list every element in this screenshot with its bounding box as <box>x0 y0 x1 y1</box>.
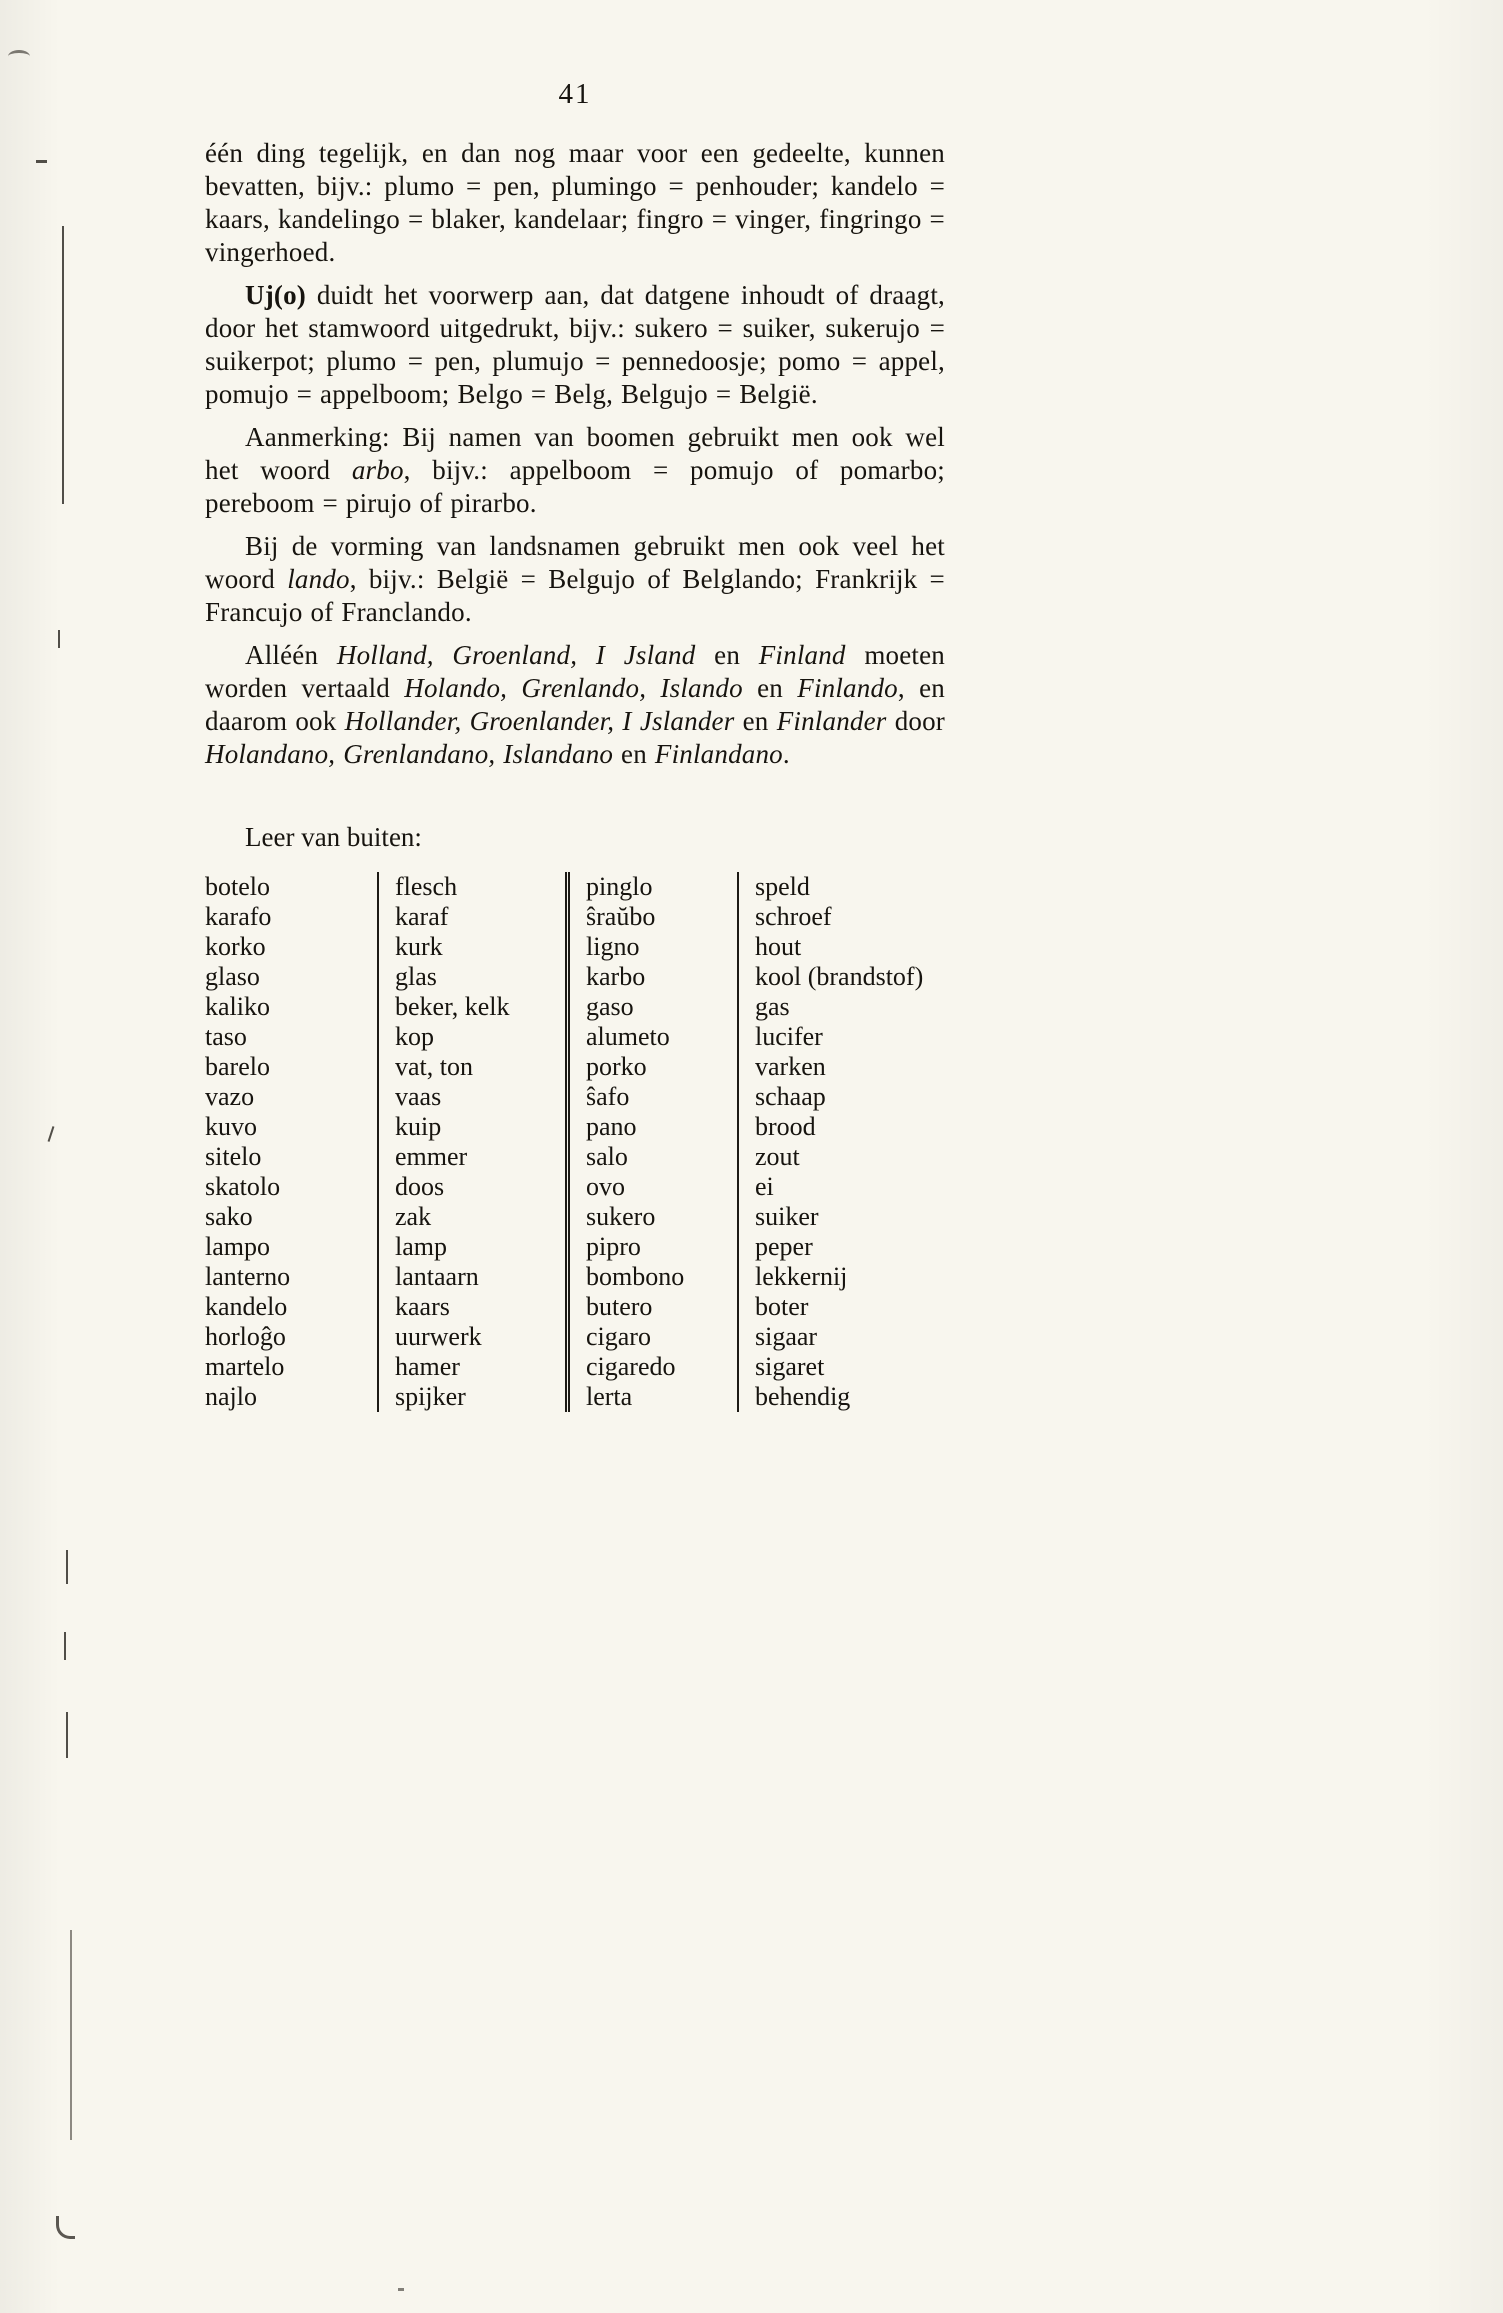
text-segment: door <box>886 706 945 736</box>
text-segment: en <box>734 706 777 736</box>
table-cell: pano <box>565 1112 737 1142</box>
text-segment: Finlander <box>776 706 887 736</box>
table-cell: kurk <box>377 932 565 962</box>
table-cell: lanterno <box>205 1262 291 1291</box>
text-segment: Alléén <box>245 640 337 670</box>
text-segment: Hollander, Groenlander, I Jslander <box>344 706 735 736</box>
text-segment: Finlando <box>797 673 898 703</box>
table-row <box>205 1352 945 1382</box>
table-cell: lamp <box>377 1232 565 1262</box>
scan-artifact <box>58 630 60 648</box>
table-cell: gaso <box>565 992 737 1022</box>
text-segment: arbo <box>351 455 404 485</box>
text-segment: . <box>782 739 790 769</box>
table-cell: speld <box>737 872 945 902</box>
table-cell: sako <box>205 1202 253 1231</box>
table-cell: sukero <box>565 1202 737 1232</box>
table-cell: ei <box>737 1172 945 1202</box>
table-cell: skatolo <box>205 1172 281 1201</box>
table-cell: schroef <box>737 902 945 932</box>
table-row <box>205 1292 945 1322</box>
table-cell: vazo <box>205 1082 255 1111</box>
table-cell: cigaredo <box>565 1352 737 1382</box>
table-cell: zak <box>377 1202 565 1232</box>
text-segment: , bijv.: België = Belgujo of Belglando; Frankrijk = Francujo of Franclando. <box>205 564 945 627</box>
table-row <box>205 872 945 902</box>
table-cell: glas <box>377 962 565 992</box>
table-cell: kandelo <box>205 1292 288 1321</box>
text-segment: Aanmerking: Bij namen van boomen gebruikt men ook wel het woord <box>205 422 945 485</box>
vocab-table <box>205 872 945 1412</box>
table-cell: barelo <box>205 1052 270 1081</box>
table-row <box>205 932 945 962</box>
table-cell: kool (brandstof) <box>737 962 945 992</box>
scan-artifact <box>64 1632 66 1660</box>
table-cell: pipro <box>565 1232 737 1262</box>
text-segment: Finland <box>758 640 846 670</box>
scan-artifact <box>48 1126 55 1142</box>
table-cell: karbo <box>565 962 737 992</box>
table-cell: horloĝo <box>205 1322 286 1351</box>
table-cell: kaliko <box>205 992 270 1021</box>
text-segment: moeten worden vertaald <box>205 640 945 703</box>
table-cell: lucifer <box>737 1022 945 1052</box>
table-cell: salo <box>565 1142 737 1172</box>
scan-artifact <box>66 1712 68 1758</box>
table-cell: ŝafo <box>565 1082 737 1112</box>
page-number: 41 <box>558 78 592 110</box>
table-row <box>205 1382 945 1412</box>
table-cell: alumeto <box>565 1022 737 1052</box>
scan-artifact <box>56 2216 75 2239</box>
table-row <box>205 1052 945 1082</box>
text-segment: Holland, Groenland, I Jsland <box>336 640 696 670</box>
text-segment: duidt het voorwerp aan, dat datgene inhoudt of draagt, door het stamwoord uitgedrukt, bijv.: sukero = suiker, sukerujo = suikerpot; plumo = pen, plumujo = pennedoosje; pomo = appel, pomujo = appelboom; Belgo = Belg, Belgujo = België. <box>205 280 945 409</box>
table-row <box>205 1262 945 1292</box>
table-cell: botelo <box>205 872 270 901</box>
table-cell: ovo <box>565 1172 737 1202</box>
table-cell: emmer <box>377 1142 565 1172</box>
table-cell: ŝraŭbo <box>565 902 737 932</box>
table-cell: lerta <box>565 1382 737 1412</box>
table-cell: butero <box>565 1292 737 1322</box>
scan-artifact <box>66 1550 68 1584</box>
table-cell: flesch <box>377 872 565 902</box>
text-block <box>205 78 945 1412</box>
table-cell: ligno <box>565 932 737 962</box>
table-row <box>205 962 945 992</box>
table-cell: korko <box>205 932 266 961</box>
text-segment: en <box>695 640 759 670</box>
table-cell: spijker <box>377 1382 565 1412</box>
table-cell: glaso <box>205 962 260 991</box>
table-row <box>205 1202 945 1232</box>
scan-artifact <box>398 2288 404 2291</box>
table-row <box>205 902 945 932</box>
table-row <box>205 992 945 1022</box>
scan-artifact <box>8 50 30 63</box>
table-cell: pinglo <box>565 872 737 902</box>
text-segment: Uj(o) <box>245 280 306 310</box>
table-cell: gas <box>737 992 945 1022</box>
text-segment: Holando, Grenlando, Islando <box>404 673 743 703</box>
table-row <box>205 1112 945 1142</box>
text-segment: Finlandano <box>654 739 783 769</box>
vocab-heading: Leer van buiten: <box>245 822 422 852</box>
scan-artifact <box>36 160 47 163</box>
text-segment: , bijv.: appelboom = pomujo of pomarbo; pereboom = pirujo of pirarbo. <box>205 455 945 518</box>
body-paragraphs <box>205 137 945 771</box>
text-segment: , en daarom ook <box>205 673 945 736</box>
paragraph <box>205 639 945 771</box>
paragraph <box>205 279 945 411</box>
table-cell: najlo <box>205 1382 257 1411</box>
table-cell: karafo <box>205 902 272 931</box>
table-cell: porko <box>565 1052 737 1082</box>
table-cell: hamer <box>377 1352 565 1382</box>
table-cell: karaf <box>377 902 565 932</box>
table-cell: kaars <box>377 1292 565 1322</box>
table-cell: cigaro <box>565 1322 737 1352</box>
table-row <box>205 1082 945 1112</box>
table-row <box>205 1172 945 1202</box>
table-cell: hout <box>737 932 945 962</box>
table-cell: kuip <box>377 1112 565 1142</box>
table-cell: zout <box>737 1142 945 1172</box>
table-cell: uurwerk <box>377 1322 565 1352</box>
text-segment: één ding tegelijk, en dan nog maar voor een gedeelte, kunnen bevatten, bijv.: plumo = pen, plumingo = penhouder; kandelo = kaars, kandelingo = blaker, kandelaar; fingro = vinger, fingringo = vingerhoed. <box>205 138 945 267</box>
table-cell: sigaar <box>737 1322 945 1352</box>
table-cell: sigaret <box>737 1352 945 1382</box>
table-cell: kuvo <box>205 1112 257 1141</box>
table-row <box>205 1322 945 1352</box>
scan-artifact <box>70 1930 72 2140</box>
table-cell: schaap <box>737 1082 945 1112</box>
text-segment: en <box>613 739 655 769</box>
table-cell: martelo <box>205 1352 285 1381</box>
paragraph <box>205 421 945 520</box>
text-segment: lando <box>287 564 350 594</box>
paragraph <box>205 137 945 269</box>
table-cell: kop <box>377 1022 565 1052</box>
table-cell: sitelo <box>205 1142 262 1171</box>
text-segment: en <box>742 673 798 703</box>
table-cell: brood <box>737 1112 945 1142</box>
table-cell: suiker <box>737 1202 945 1232</box>
table-cell: doos <box>377 1172 565 1202</box>
table-cell: lekkernij <box>737 1262 945 1292</box>
table-row <box>205 1232 945 1262</box>
paragraph <box>205 530 945 629</box>
table-cell: vat, ton <box>377 1052 565 1082</box>
table-cell: varken <box>737 1052 945 1082</box>
table-cell: vaas <box>377 1082 565 1112</box>
table-cell: behendig <box>737 1382 945 1412</box>
table-cell: taso <box>205 1022 247 1051</box>
table-cell: lampo <box>205 1232 270 1261</box>
text-segment: Holandano, Grenlandano, Islandano <box>205 739 614 769</box>
text-segment: Bij de vorming van landsnamen gebruikt men ook veel het woord <box>205 531 945 594</box>
scan-artifact <box>62 226 64 504</box>
table-cell: peper <box>737 1232 945 1262</box>
table-row <box>205 1022 945 1052</box>
table-row <box>205 1142 945 1172</box>
table-cell: boter <box>737 1292 945 1322</box>
table-cell: beker, kelk <box>377 992 565 1022</box>
table-cell: bombono <box>565 1262 737 1292</box>
table-cell: lantaarn <box>377 1262 565 1292</box>
